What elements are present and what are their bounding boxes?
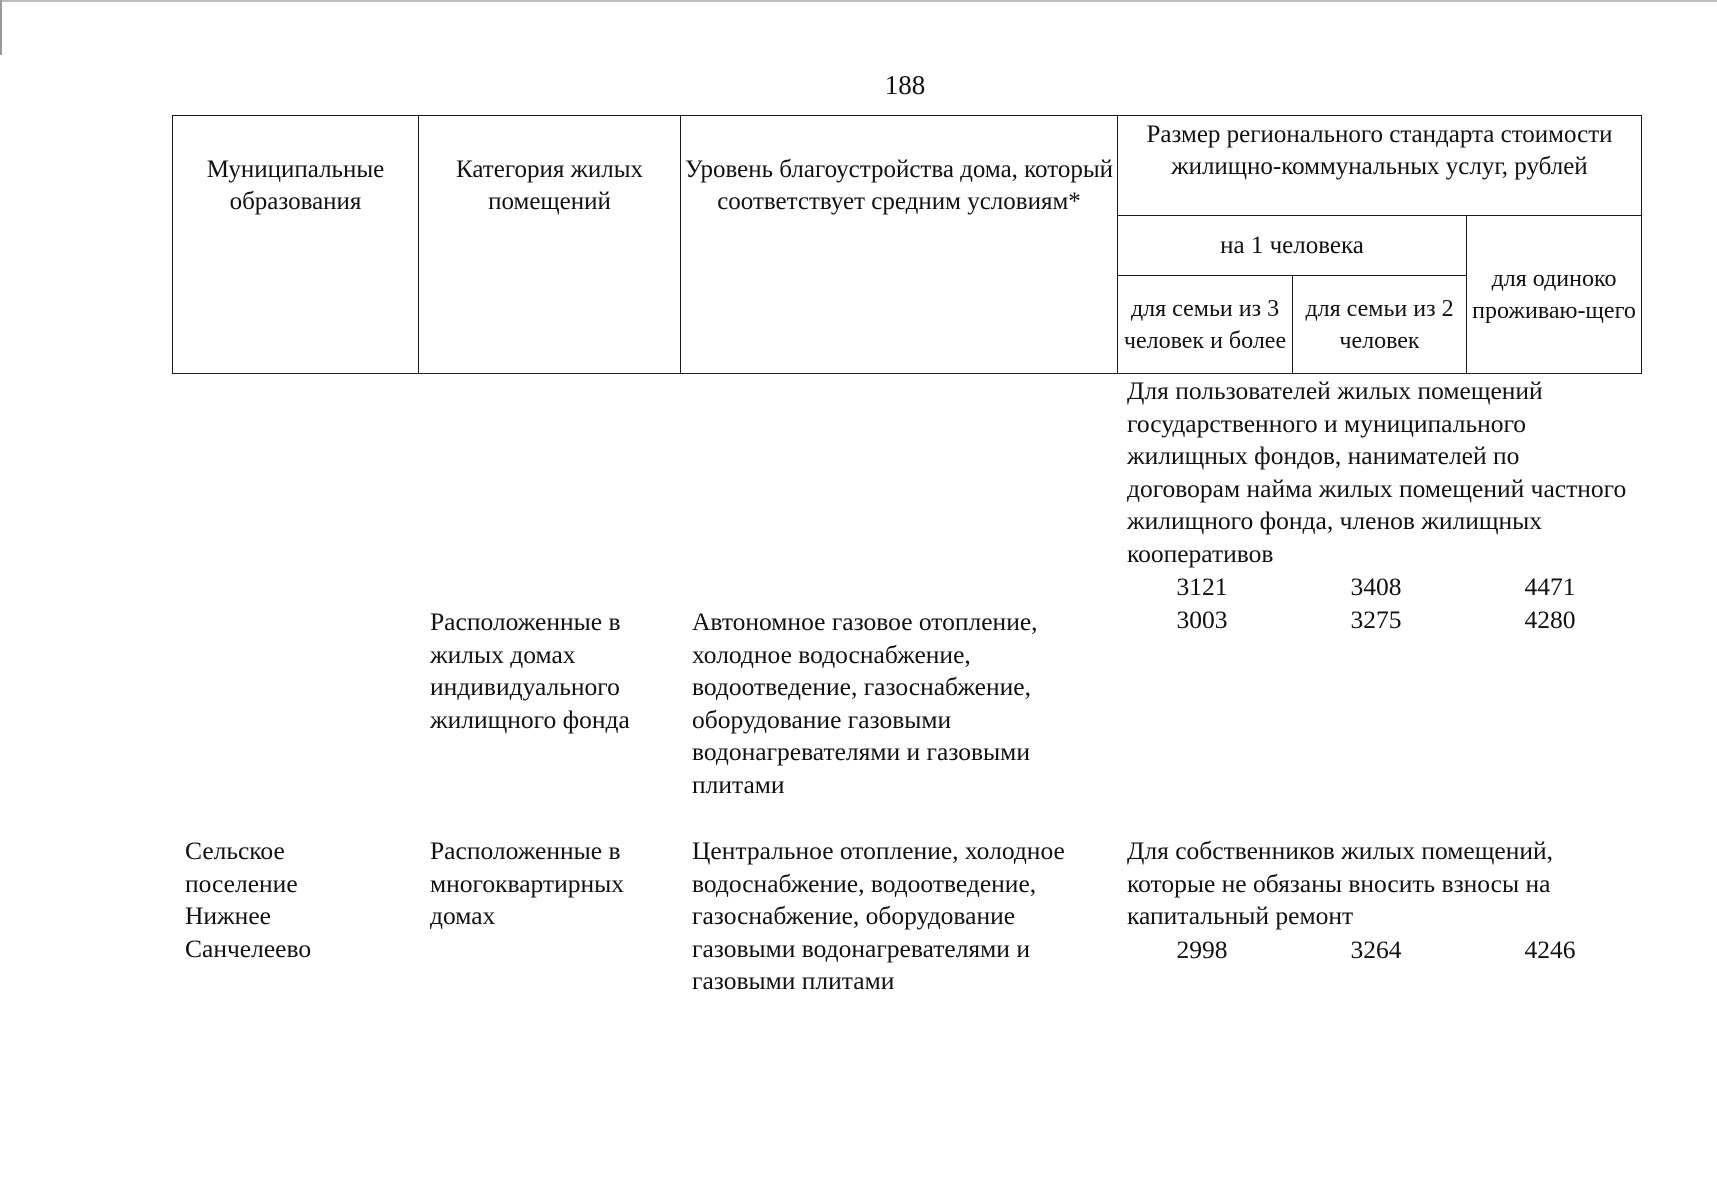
level-cell: Автономное газовое отопление, холодное водоснабжение, водоотведение, газоснабжение, оборудование газовыми водонагревателями и газовыми плитами — [692, 607, 1038, 799]
value-cell: 3408 — [1350, 572, 1402, 601]
municipality-cell: Сельское поселение Нижнее Санчелеево — [185, 836, 312, 963]
scan-left-rule — [0, 0, 2, 55]
value-cell: 3264 — [1350, 935, 1402, 964]
header-level — [681, 116, 1118, 374]
value-cell: 3003 — [1176, 605, 1228, 634]
header-standard: Размер регионального стандарта стоимости жилищно-коммунальных услуг, рублей — [1118, 116, 1642, 216]
value-cell: 4280 — [1524, 605, 1576, 634]
header-municipality: Муниципальные образования — [173, 116, 419, 374]
users-note: Для пользователей жилых помещений государственного и муниципального жилищных фондов, нанимателей по договорам найма жилых помещений частного жилищного фонда, членов жилищных кооперативов — [1127, 376, 1627, 568]
header-single: для одиноко проживаю-щего — [1467, 216, 1642, 374]
level-cell: Центральное отопление, холодное водоснабжение, водоотведение, газоснабжение, оборудование газовыми водонагревателями и газовыми плитами — [692, 836, 1065, 995]
value-cell: 4246 — [1524, 935, 1576, 964]
header-family-2: для семьи из 2 человек — [1293, 276, 1467, 374]
category-cell: Расположенные в многоквартирных домах — [430, 836, 625, 930]
page-number: 188 — [884, 70, 926, 100]
value-cell: 3121 — [1176, 572, 1228, 601]
category-cell: Расположенные в жилых домах индивидуального жилищного фонда — [430, 607, 630, 734]
value-cell: 2998 — [1176, 935, 1228, 964]
header-per-person: на 1 человека — [1118, 216, 1467, 276]
header-category: Категория жилых помещений — [419, 116, 681, 374]
header-family-3plus: для семьи из 3 человек и более — [1118, 276, 1293, 374]
header-level-line2: соответствует средним условиям* — [717, 188, 1081, 215]
scan-top-rule — [0, 0, 1717, 2]
table-header — [172, 115, 1642, 374]
value-cell: 4471 — [1524, 572, 1576, 601]
owners-note: Для собственников жилых помещений, которые не обязаны вносить взносы на капитальный ремонт — [1127, 836, 1554, 930]
value-cell: 3275 — [1350, 605, 1402, 634]
header-level-line1: Уровень благоустройства дома, который — [685, 156, 1113, 183]
